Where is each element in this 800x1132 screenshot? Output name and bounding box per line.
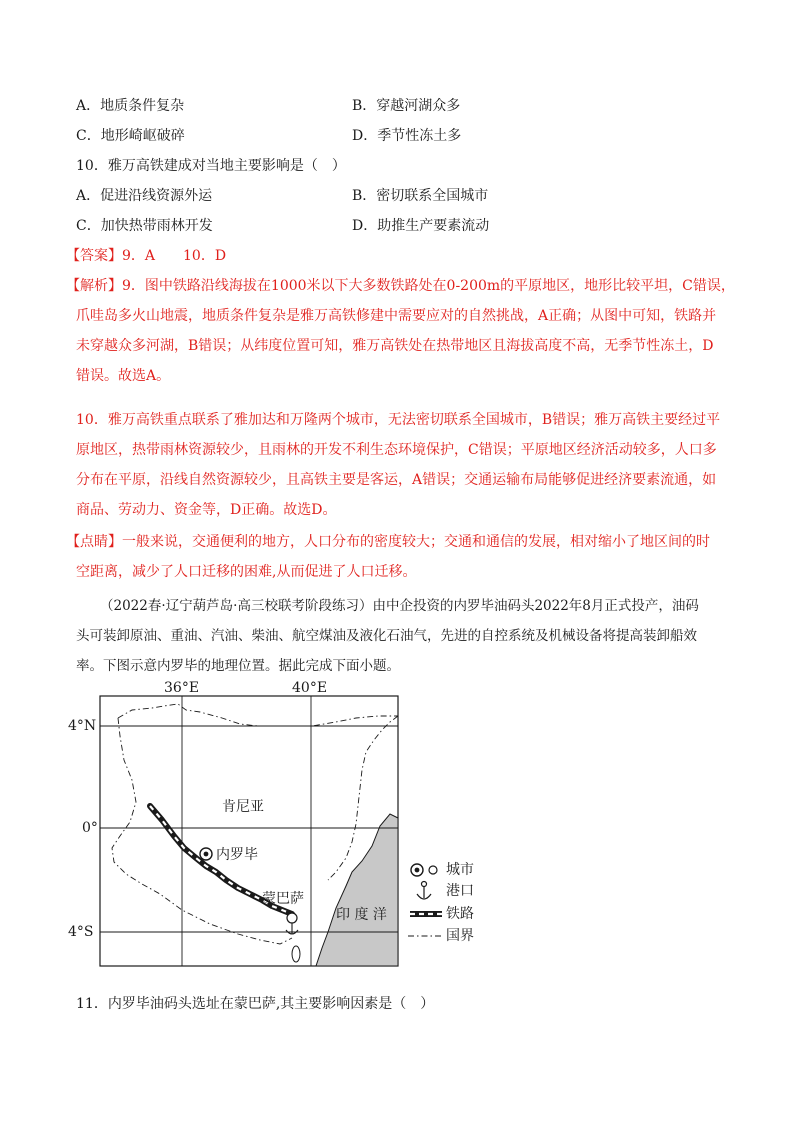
- q10-option-c: C．加快热带雨林开发: [76, 218, 213, 234]
- q10-option-a: A．促进沿线资源外运: [76, 188, 213, 204]
- legend-city-label: 城市: [446, 862, 474, 878]
- passage-line-3: 率。下图示意内罗毕的地理位置。据此完成下面小题。: [76, 658, 400, 674]
- lon-label-40e: 40°E: [292, 680, 328, 696]
- analysis-q10-line-2: 原地区，热带雨林资源较少，且雨林的开发不利生态环境保护，C错误；平原地区经济活动较多，人口多: [76, 442, 717, 458]
- q9-option-d: D．季节性冻土多: [352, 128, 462, 144]
- q9-option-a: A．地质条件复杂: [76, 98, 185, 114]
- q10-option-b: B．密切联系全国城市: [352, 188, 489, 204]
- tip-line-2: 空距离，减少了人口迁移的困难,从而促进了人口迁移。: [76, 564, 417, 580]
- q9-option-c: C．地形崎岖破碎: [76, 128, 185, 144]
- mombasa-city-icon: [287, 913, 297, 923]
- answer-text: 9．A 10．D: [122, 248, 227, 264]
- q10-stem: 10．雅万高铁建成对当地主要影响是（ ）: [76, 158, 346, 174]
- country-label-kenya: 肯尼亚: [222, 799, 264, 815]
- tip-text-1: 一般来说，交通便利的地方，人口分布的密度较大；交通和通信的发展，相对缩小了地区间的时: [122, 534, 710, 550]
- legend-city-icon: [411, 864, 437, 876]
- analysis-q10-line-1: 10．雅万高铁重点联系了雅加达和万隆两个城市，无法密切联系全国城市，B错误；雅万高铁主要经过平: [76, 412, 721, 428]
- legend-port-label: 港口: [446, 883, 474, 899]
- answer-tag: 【答案】: [66, 248, 122, 264]
- legend-border-label: 国界: [446, 928, 474, 944]
- island-shape: [292, 946, 300, 962]
- q9-option-b: B．穿越河湖众多: [352, 98, 461, 114]
- city-label-mombasa: 蒙巴萨: [262, 891, 304, 907]
- analysis-q10-line-3: 分布在平原，沿线自然资源较少，且高铁主要是客运，A错误；交通运输布局能够促进经济要素流通，如: [76, 472, 717, 488]
- tip-line-1: [66, 532, 710, 552]
- analysis-q9-line-1: [66, 276, 735, 296]
- passage-line-1: （2022春·辽宁葫芦岛·高三校联考阶段练习）由中企投资的内罗毕油码头2022年8月正式投产，油码: [100, 598, 699, 614]
- nairobi-city-dot: [204, 852, 209, 857]
- q10-option-d: D．助推生产要素流动: [352, 218, 490, 234]
- ocean-label: 印 度 洋: [336, 907, 387, 923]
- passage-line-2: 头可装卸原油、重油、汽油、柴油、航空煤油及液化石油气，先进的自控系统及机械设备将提高装卸船效: [76, 628, 697, 644]
- q11-stem: 11．内罗毕油码头选址在蒙巴萨,其主要影响因素是（ ）: [76, 996, 435, 1012]
- analysis-tag: 【解析】: [66, 278, 122, 294]
- city-label-nairobi: 内罗毕: [216, 847, 258, 863]
- analysis-q10-line-4: 商品、劳动力、资金等，D正确。故选D。: [76, 502, 337, 518]
- lat-label-0: 0°: [82, 820, 98, 836]
- analysis-q9-text-1: 9．图中铁路沿线海拔在1000米以下大多数铁路处在0-200m的平原地区，地形比较平坦，C错误，: [122, 278, 735, 294]
- lat-label-4s: 4°S: [68, 924, 94, 940]
- lon-label-36e: 36°E: [164, 680, 200, 696]
- analysis-q9-line-3: 未穿越众多河湖，B错误；从纬度位置可知，雅万高铁处在热带地区且海拔高度不高，无季节性冻土，D: [76, 338, 714, 354]
- legend-port-icon: [417, 882, 431, 900]
- lat-label-4n: 4°N: [68, 718, 97, 734]
- answer-line: [66, 246, 226, 266]
- tip-tag: 【点睛】: [66, 534, 122, 550]
- nairobi-location-map: [60, 676, 520, 976]
- legend-railway-label: 铁路: [446, 906, 474, 922]
- analysis-q9-line-4: 错误。故选A。: [76, 368, 171, 384]
- analysis-q9-line-2: 爪哇岛多火山地震，地质条件复杂是雅万高铁修建中需要应对的自然挑战，A正确；从图中可知，铁路并: [76, 308, 717, 324]
